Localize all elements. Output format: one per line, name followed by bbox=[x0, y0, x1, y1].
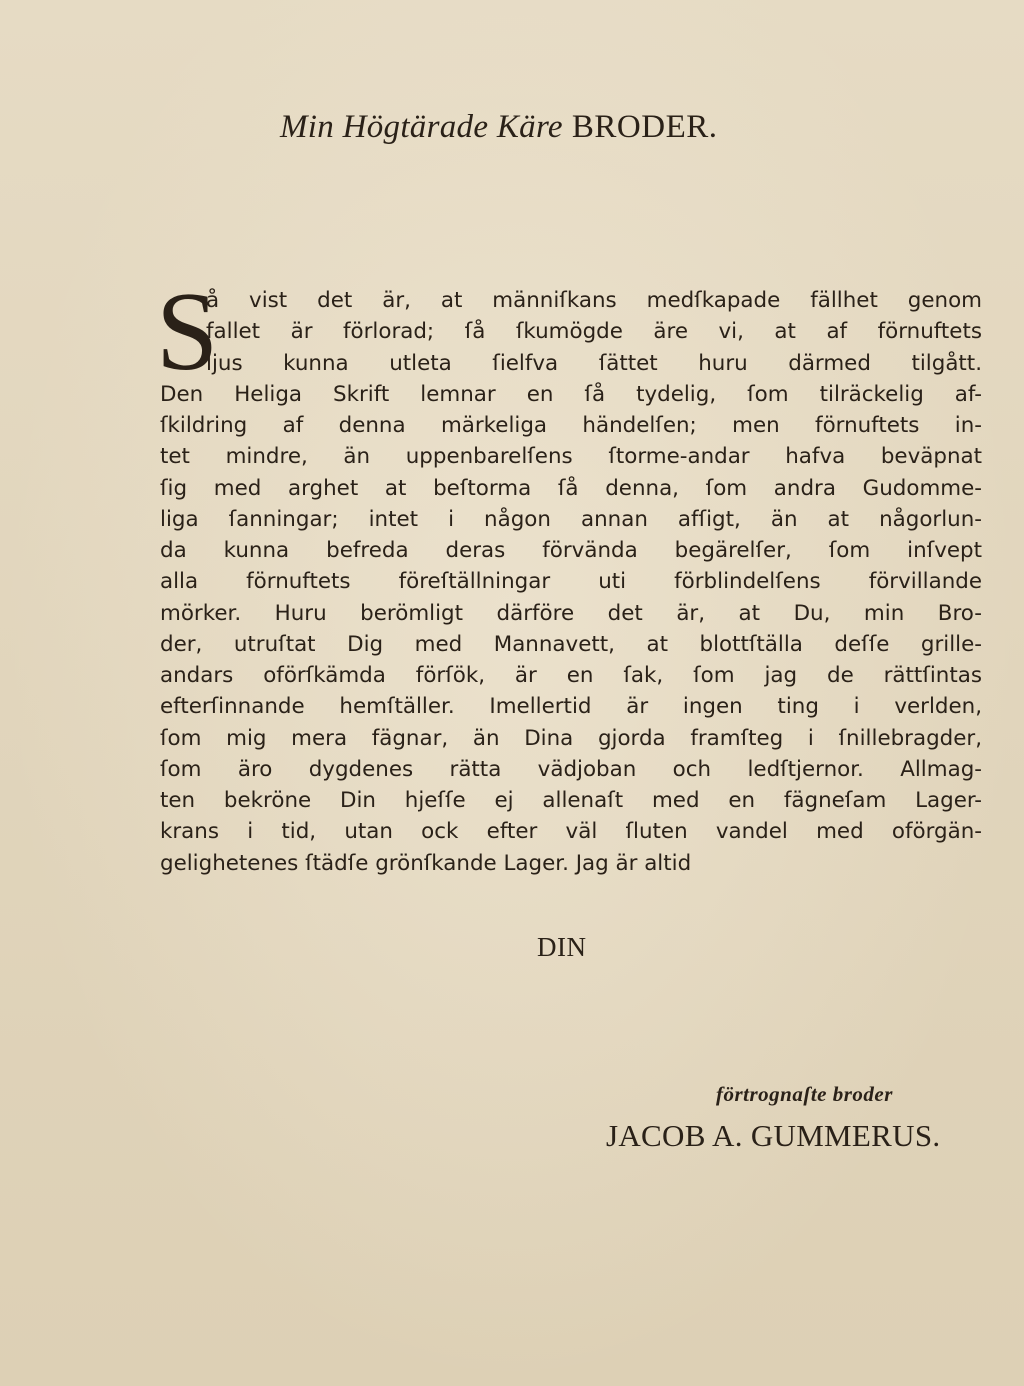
text-line: ſig med arghet at beſtorma ſå denna, ſom andra Gudomme- bbox=[160, 475, 982, 501]
text-line: ljus kunna utleta ſielfva ſättet huru därmed tilgått. bbox=[206, 350, 982, 376]
text-line: gelighetenes ſtädſe grönſkande Lager. Jag är altid bbox=[160, 850, 692, 876]
drop-cap: S bbox=[156, 270, 219, 394]
closing-word: DIN bbox=[537, 932, 587, 962]
text-line: ſom mig mera fägnar, än Dina gjorda framſteg i ſnillebragder, bbox=[160, 725, 982, 751]
text-line: å vist det är, at männiſkans medſkapade fällhet genom bbox=[206, 288, 982, 313]
text-line: da kunna befreda deras förvända begärelſer, ſom inſvept bbox=[160, 538, 982, 563]
text-line: ſkildring af denna märkeliga händelſen; men förnuftets in- bbox=[160, 413, 982, 438]
text-line: efterſinnande hemſtäller. Imellertid är ingen ting i verlden, bbox=[160, 694, 982, 720]
text-line: mörker. Huru berömligt därföre det är, at Du, min Bro- bbox=[160, 600, 982, 626]
letter-body bbox=[160, 285, 982, 879]
text-line: liga ſanningar; intet i någon annan afſigt, än at någorlun- bbox=[160, 506, 982, 532]
signature-name: JACOB A. GUMMERUS. bbox=[606, 1118, 941, 1153]
text-line: Den Heliga Skrift lemnar en ſå tydelig, ſom tilräckelig af- bbox=[160, 381, 982, 407]
salutation-italic: Min Högtärade Käre bbox=[280, 109, 563, 145]
salutation-heading bbox=[280, 104, 840, 149]
signature-note: förtrognaſte broder bbox=[716, 1082, 893, 1106]
salutation-caps: BRODER. bbox=[571, 109, 718, 145]
text-line: ten bekröne Din hjeſſe ej allenaſt med en fägneſam Lager- bbox=[160, 788, 982, 813]
text-line: krans i tid, utan ock efter väl ſluten vandel med oförgän- bbox=[160, 819, 982, 845]
text-line: fallet är förlorad; ſå ſkumögde äre vi, at af förnuftets bbox=[206, 319, 982, 345]
text-line: alla förnuftets föreſtällningar uti förblindelſens förvillande bbox=[160, 569, 982, 595]
text-line: der, utruſtat Dig med Mannavett, at blottſtälla deſſe grille- bbox=[160, 631, 982, 657]
text-line: tet mindre, än uppenbarelſens ſtorme-andar hafva beväpnat bbox=[160, 444, 982, 470]
text-line: andars oförſkämda förſök, är en ſak, ſom jag de rättſintas bbox=[160, 663, 982, 688]
text-line: ſom äro dygdenes rätta vädjoban och ledſtjernor. Allmag- bbox=[160, 756, 982, 782]
